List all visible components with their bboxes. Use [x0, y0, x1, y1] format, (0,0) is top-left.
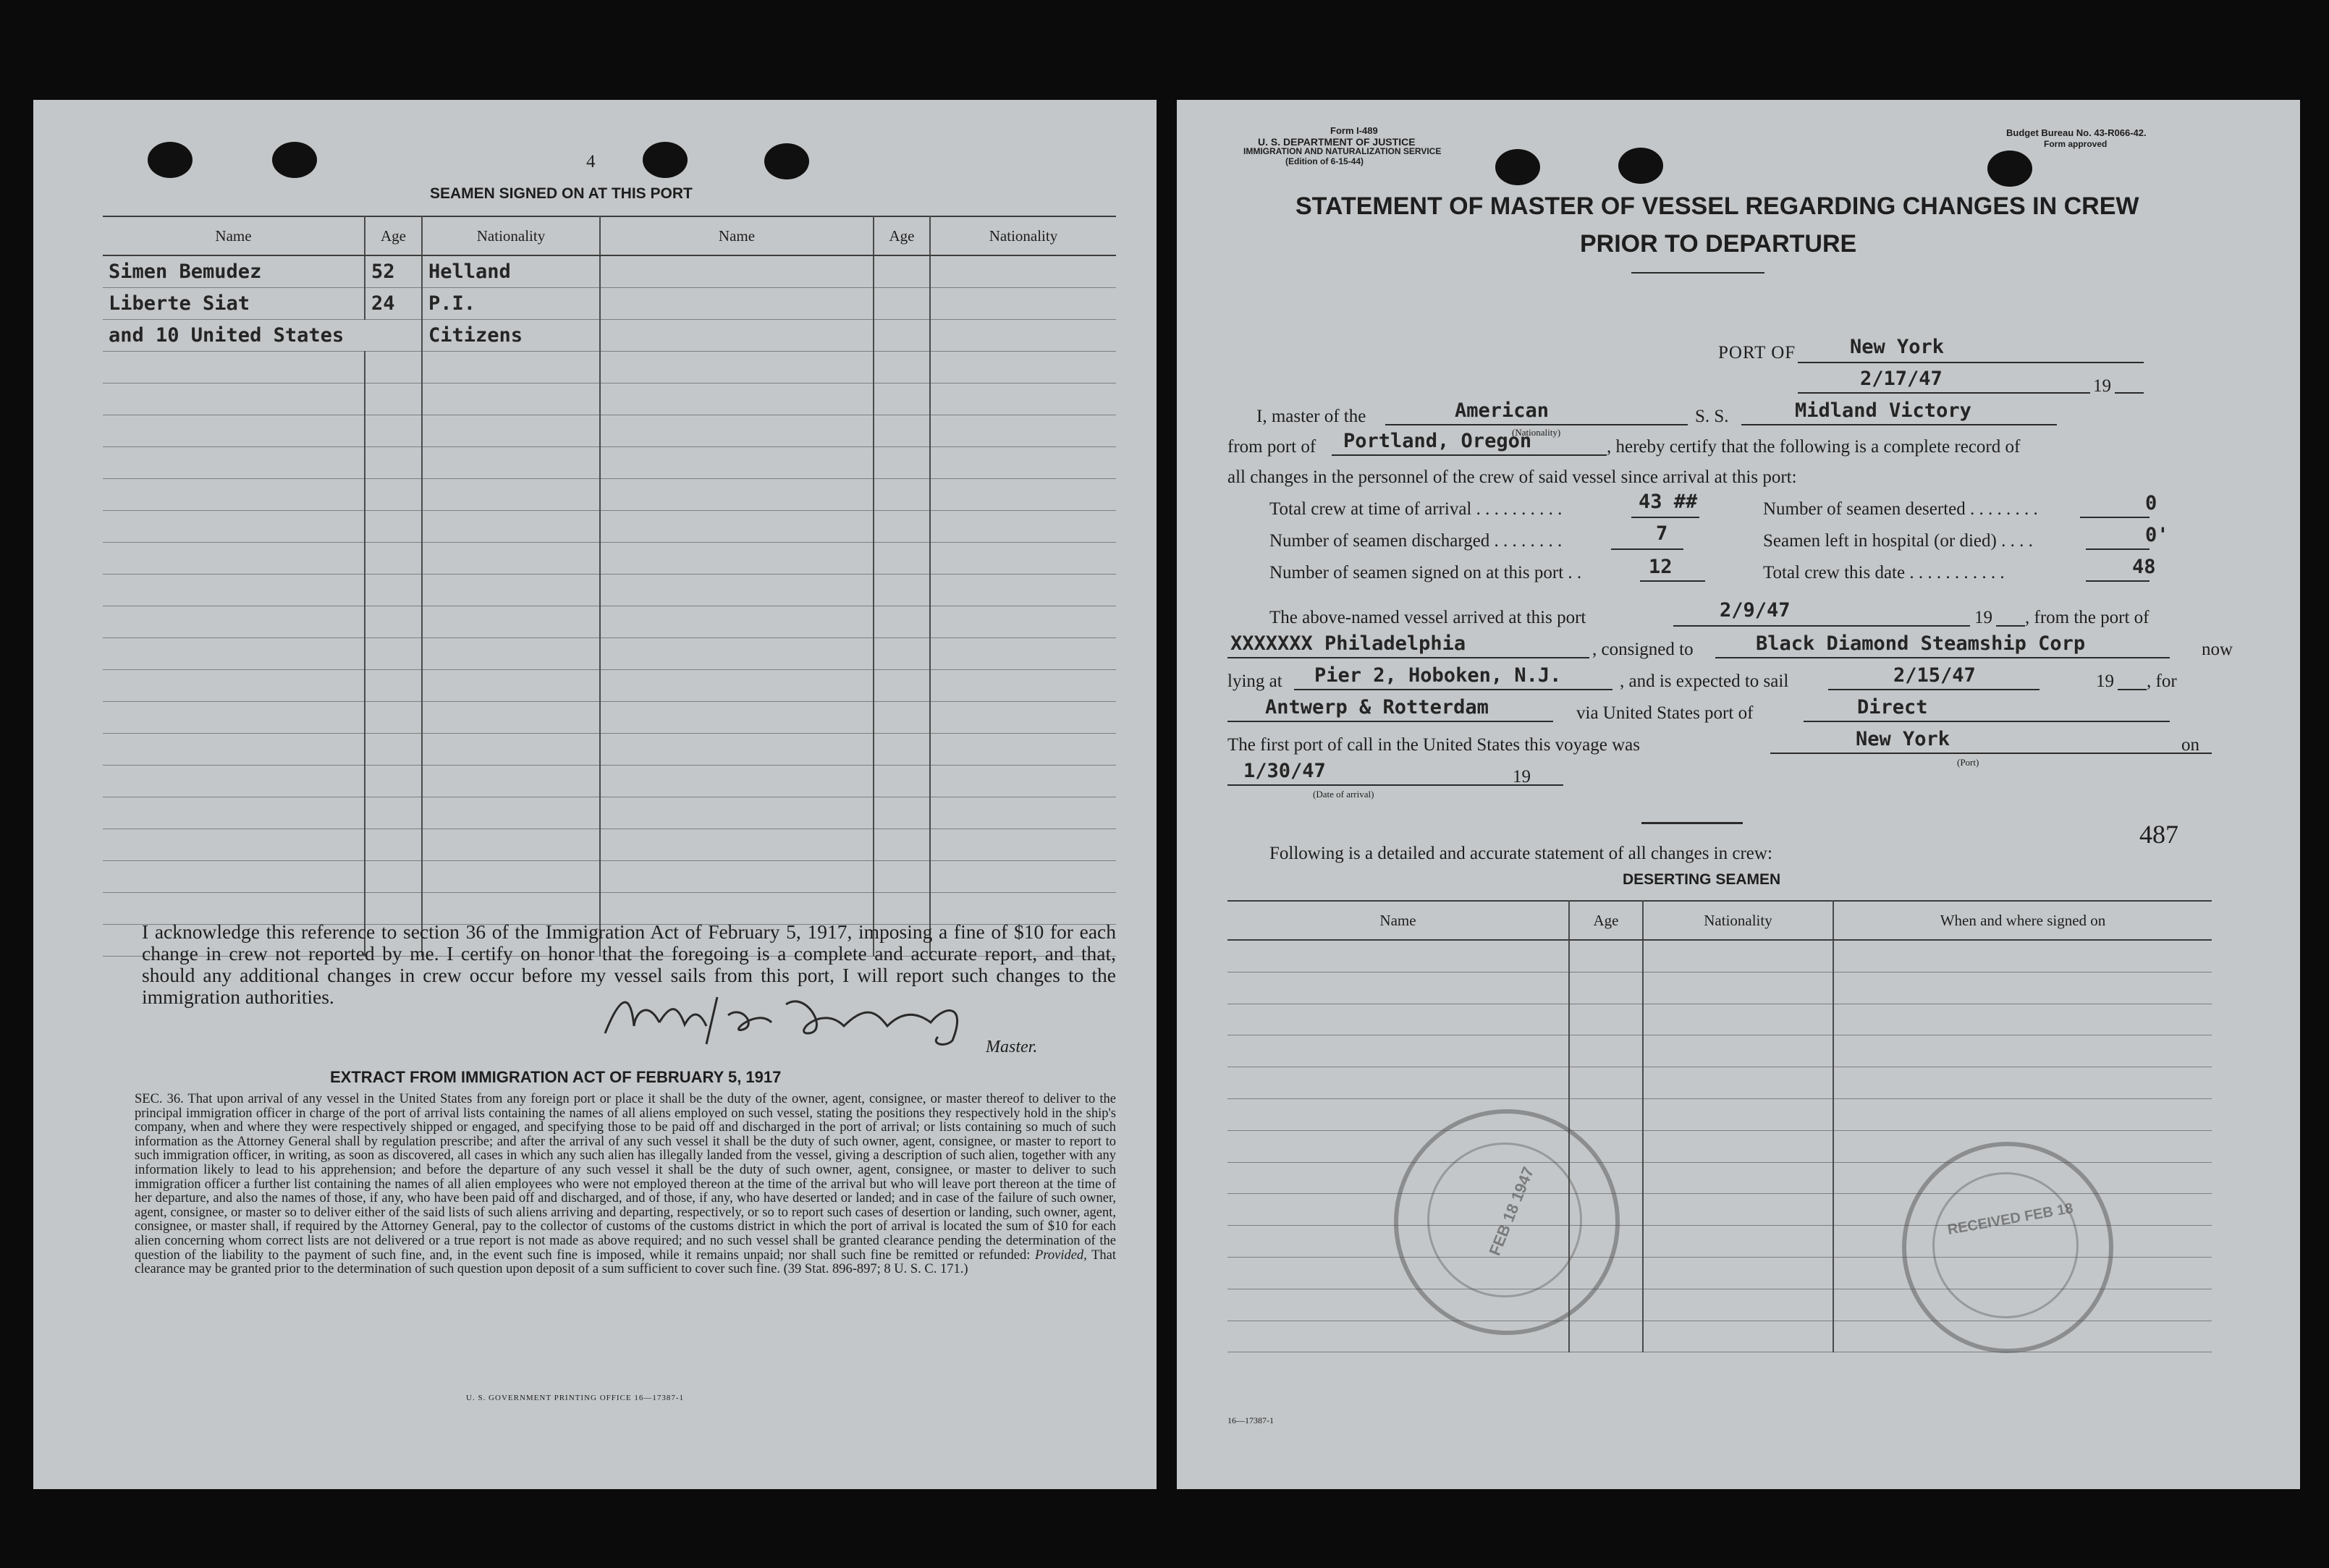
port-of-value: New York	[1850, 336, 1945, 358]
received-stamp-right	[1902, 1142, 2113, 1353]
port-caption: (Port)	[1957, 757, 1979, 768]
stamp-right-text: RECEIVED FEB 18	[1946, 1200, 2075, 1239]
hospital-value: 0'	[2145, 524, 2169, 546]
changes-text: all changes in the personnel of the crew of said vessel since arrival at this port:	[1227, 467, 1797, 487]
lying-at-value: Pier 2, Hoboken, N.J.	[1314, 664, 1562, 687]
master-signature	[591, 983, 996, 1051]
arrived-date: 2/9/47	[1720, 599, 1791, 622]
table-row	[1227, 1004, 2212, 1035]
year-prefix: 19	[2093, 376, 2111, 396]
seaman-age: 24	[365, 288, 422, 320]
page-number: 4	[586, 152, 596, 171]
prior-port-value: XXXXXXX Philadelphia	[1230, 632, 1466, 655]
col-name: Name	[103, 216, 365, 255]
table-row	[1227, 1067, 2212, 1099]
punch-hole	[643, 142, 688, 178]
stamp-left-text: FEB 18 1947	[1485, 1164, 1538, 1258]
form-approved: Form approved	[2044, 139, 2108, 149]
table-row	[103, 606, 1116, 638]
first-port-label: The first port of call in the United States this voyage was	[1227, 735, 1641, 755]
col-nationality: Nationality	[422, 216, 600, 255]
on-label: on	[2181, 735, 2199, 755]
section-title: SEAMEN SIGNED ON AT THIS PORT	[430, 185, 693, 202]
signed-on-value: 12	[1649, 556, 1673, 578]
edition: (Edition of 6-15-44)	[1285, 156, 1364, 166]
col-name: Name	[1227, 901, 1569, 940]
seaman-name: Simen Bemudez	[103, 255, 365, 288]
date-caption: (Date of arrival)	[1313, 789, 1374, 800]
punch-hole	[1495, 149, 1540, 185]
right-page	[1177, 100, 2300, 1489]
printer-line: U. S. GOVERNMENT PRINTING OFFICE 16—17387-1	[466, 1394, 685, 1402]
form-title: STATEMENT OF MASTER OF VESSEL REGARDING CHANGES IN CREW	[1295, 192, 2139, 220]
total-crew-label: Total crew this date . . . . . . . . . . .	[1763, 563, 2005, 582]
table-row	[103, 479, 1116, 511]
nationality-caption: (Nationality)	[1512, 427, 1561, 438]
deserted-label: Number of seamen deserted . . . . . . . .	[1763, 499, 2038, 519]
certify-text: , hereby certify that the following is a complete record of	[1607, 437, 2021, 457]
destination-value: Antwerp & Rotterdam	[1265, 696, 1489, 719]
total-crew-arrival-value: 43 ##	[1639, 491, 1698, 513]
total-crew-arrival-label: Total crew at time of arrival . . . . . . . . . .	[1269, 499, 1563, 519]
table-row	[1227, 1130, 2212, 1162]
seaman-nationality: Helland	[422, 255, 600, 288]
col-nationality-2: Nationality	[930, 216, 1116, 255]
table-row	[103, 415, 1116, 447]
col-age: Age	[1569, 901, 1643, 940]
via-label: via United States port of	[1576, 703, 1754, 723]
seaman-nationality: P.I.	[422, 288, 600, 320]
nationality-value: American	[1455, 399, 1550, 422]
statement-date: 2/17/47	[1860, 368, 1943, 390]
table-row	[1227, 1035, 2212, 1067]
punch-hole	[1618, 148, 1663, 184]
table-row	[1227, 1098, 2212, 1130]
table-row	[103, 797, 1116, 829]
budget-number: Budget Bureau No. 43-R066-42.	[2006, 127, 2147, 138]
punch-hole	[764, 143, 809, 179]
arrival-year-prefix: 19	[1974, 608, 1992, 627]
form-subtitle: PRIOR TO DEPARTURE	[1580, 230, 1857, 258]
handwritten-number: 487	[2139, 820, 2178, 849]
col-age: Age	[365, 216, 422, 255]
signed-on-table	[103, 216, 1116, 957]
extract-citation: That clearance may be granted prior to the determination of such question upon deposit of a sum sufficient to cover such fine. (39 Stat. 896-897; 8 U. S. C. 171.)	[135, 1247, 1117, 1277]
department: U. S. DEPARTMENT OF JUSTICE	[1258, 136, 1416, 148]
table-row	[103, 447, 1116, 479]
hospital-label: Seamen left in hospital (or died) . . . .	[1763, 531, 2033, 551]
first-arrival-date: 1/30/47	[1243, 760, 1326, 782]
form-number: Form I-489	[1330, 125, 1378, 136]
service: IMMIGRATION AND NATURALIZATION SERVICE	[1243, 146, 1442, 156]
port-of-label: PORT OF	[1718, 343, 1796, 363]
first-port-value: New York	[1856, 728, 1950, 750]
lying-at-label: lying at	[1227, 671, 1282, 691]
master-label: Master.	[986, 1038, 1038, 1056]
discharged-label: Number of seamen discharged . . . . . . . .	[1269, 531, 1563, 551]
via-port-value: Direct	[1857, 696, 1928, 719]
table-row	[103, 383, 1116, 415]
extract-body: SEC. 36. That upon arrival of any vessel in the United States from any foreign port or place it shall be the duty of the owner, agent, consignee, or master thereof to deliver to the principal immigration officer in charge of the port of arrival lists containing the names of all aliens employed on such vessel, stating the positions they respectively hold in the ship's company, when and where they were respectively shipped or engaged, and specifying those to be paid off and discharged in the port of arrival; or lists containing so much of such information as the Attorney General shall by regulation prescribe; and after the arrival of any such vessel it shall be the duty of such owner, agent, consignee, or master to report to such immigration officer, in writing, as soon as discovered, all cases in which any such alien has illegally landed from the vessel, giving a description of such alien, together with any information likely to lead to his apprehension; and before the departure of any such vessel it shall be the duty of such owner, agent, consignee, or master to deliver to such immigration officer a further list containing the names of all alien employees who were not employed thereon at the time of the arrival but who will leave port thereon at the time of her departure, and also the names of those, if any, who have been paid off and discharged, and of those, if any, who have deserted or landed; and in case of the failure of such owner, agent, consignee, or master so to deliver either of the said lists of such aliens arriving and departing, respectively, or so to report such cases of desertion or landing, such owner, agent, consignee, or master shall, if required by the Attorney General, pay to the collector of customs of the customs district in which the port of arrival is located the sum of $10 for each alien concerning whom correct lists are not delivered or a true report is not made as above required; and no such vessel shall be granted clearance pending the determination of the question of the liability to the payment of such fine, and, in the event such fine is imposed, while it remains unpaid; nor shall such fine be remitted or refunded:	[135, 1092, 1116, 1263]
following-text: Following is a detailed and accurate statement of all changes in crew:	[1269, 844, 1772, 863]
table-row	[103, 320, 1116, 352]
first-arrival-year-prefix: 19	[1513, 767, 1531, 787]
discharged-value: 7	[1656, 522, 1668, 545]
sail-year-prefix: 19	[2096, 671, 2114, 691]
left-page	[33, 100, 1157, 1489]
punch-hole	[272, 142, 317, 178]
for-label: , for	[2147, 671, 2177, 691]
table-row	[103, 861, 1116, 893]
col-signed-on: When and where signed on	[1833, 901, 2212, 940]
table-row	[103, 829, 1116, 861]
received-stamp-left	[1394, 1109, 1620, 1335]
seaman-name: and 10 United States	[103, 320, 422, 352]
table-row	[103, 670, 1116, 702]
table-row	[103, 734, 1116, 766]
table-row	[1227, 940, 2212, 972]
table-row	[103, 766, 1116, 797]
ss-label: S. S.	[1695, 407, 1729, 426]
footer-code: 16—17387-1	[1227, 1415, 1274, 1425]
table-row	[103, 638, 1116, 670]
arrived-label: The above-named vessel arrived at this port	[1269, 608, 1586, 627]
consignee-value: Black Diamond Steamship Corp	[1756, 632, 2086, 655]
col-nationality: Nationality	[1643, 901, 1833, 940]
punch-hole	[148, 142, 193, 178]
table-row	[103, 543, 1116, 575]
table-row	[103, 288, 1116, 320]
table-row	[103, 893, 1116, 925]
punch-hole	[1987, 151, 2032, 187]
table-row	[103, 255, 1116, 288]
ship-name: Midland Victory	[1795, 399, 1971, 422]
extract-text	[135, 1093, 1116, 1277]
seaman-nationality: Citizens	[422, 320, 600, 352]
from-port-value: Portland, Oregon	[1343, 430, 1532, 452]
seaman-name: Liberte Siat	[103, 288, 365, 320]
signed-on-label: Number of seamen signed on at this port . .	[1269, 563, 1582, 582]
col-age-2: Age	[874, 216, 930, 255]
table-row	[103, 575, 1116, 606]
sail-date: 2/15/47	[1893, 664, 1976, 687]
from-port-label: from port of	[1227, 437, 1316, 457]
deserting-title: DESERTING SEAMEN	[1623, 871, 1781, 888]
now-label: now	[2202, 640, 2233, 659]
extract-proviso: Provided,	[1035, 1247, 1087, 1263]
master-of-label: I, master of the	[1256, 407, 1366, 426]
table-row	[103, 352, 1116, 383]
deserted-value: 0	[2145, 492, 2157, 514]
total-crew-value: 48	[2132, 556, 2156, 578]
table-row	[103, 511, 1116, 543]
extract-title: EXTRACT FROM IMMIGRATION ACT OF FEBRUARY 5, 1917	[330, 1068, 782, 1086]
col-name-2: Name	[600, 216, 874, 255]
acknowledgement-text: I acknowledge this reference to section 36 of the Immigration Act of February 5, 1917, imposing a fine of $10 for each change in crew not reported by me. I certify on honor that the foregoing is a complete and accurate report, and that, should any additional changes in crew occur before my vessel sails from this port, I will report such changes to the immigration authorities.	[142, 920, 1116, 1008]
table-row	[103, 702, 1116, 734]
consigned-label: , consigned to	[1592, 640, 1694, 659]
from-port-of-label: , from the port of	[2025, 608, 2150, 627]
seaman-age: 52	[365, 255, 422, 288]
table-row	[1227, 972, 2212, 1004]
expected-label: , and is expected to sail	[1620, 671, 1789, 691]
